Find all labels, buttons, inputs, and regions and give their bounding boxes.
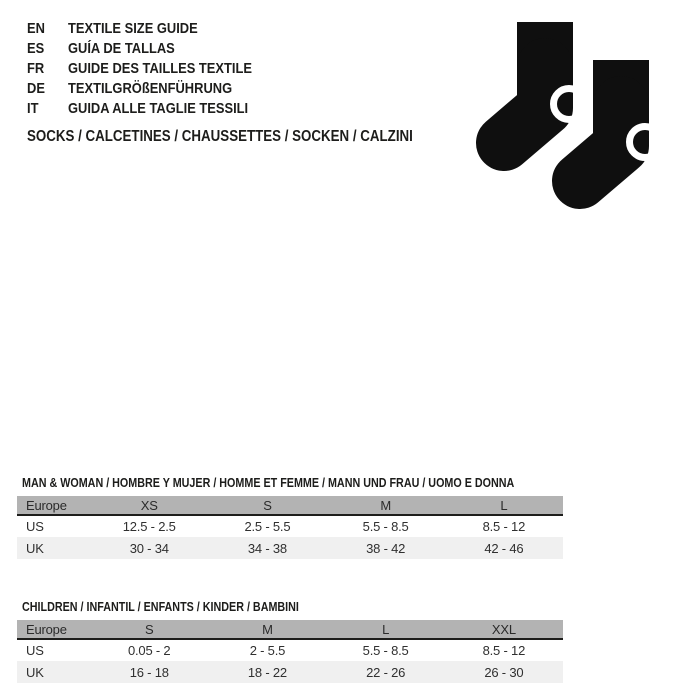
man-woman-section xyxy=(17,476,563,559)
language-title-es: GUÍA DE TALLAS xyxy=(68,40,175,58)
language-row-fr xyxy=(27,59,282,79)
language-row-de xyxy=(27,79,282,99)
category-title: SOCKS / CALCETINES / CHAUSSETTES / SOCKEN / CALZINI xyxy=(27,128,413,145)
size-value: 26 - 30 xyxy=(484,664,524,680)
table-row-uk xyxy=(17,661,563,683)
region-label: UK xyxy=(26,664,44,680)
table-row-us xyxy=(17,639,563,661)
language-title-it: GUIDA ALLE TAGLIE TESSILI xyxy=(68,100,249,118)
size-value: 16 - 18 xyxy=(129,664,169,680)
size-value: 22 - 26 xyxy=(366,664,406,680)
language-code-fr: FR xyxy=(27,60,45,78)
children-size-table xyxy=(17,620,563,683)
children-section xyxy=(17,600,563,683)
column-header-m: M xyxy=(327,496,445,515)
column-header-europe: Europe xyxy=(17,620,90,639)
language-code-es: ES xyxy=(27,40,45,58)
language-row-it xyxy=(27,99,282,119)
language-row-es xyxy=(27,39,282,59)
language-list xyxy=(27,19,282,119)
size-value: 30 - 34 xyxy=(129,540,169,556)
table-header-row xyxy=(17,496,563,515)
size-value: 12.5 - 2.5 xyxy=(122,519,176,534)
table-header-row xyxy=(17,620,563,639)
man-woman-table-title: MAN & WOMAN / HOMBRE Y MUJER / HOMME ET FEMME / MANN UND FRAU / UOMO E DONNA xyxy=(22,476,515,490)
region-label: US xyxy=(26,519,44,534)
size-value: 2 - 5.5 xyxy=(249,643,286,658)
size-value: 8.5 - 12 xyxy=(482,519,526,534)
children-table-title: CHILDREN / INFANTIL / ENFANTS / KINDER / BAMBINI xyxy=(22,600,299,614)
socks-icon xyxy=(460,10,700,220)
region-label: US xyxy=(26,643,44,658)
size-value: 18 - 22 xyxy=(247,664,287,680)
column-header-s: S xyxy=(90,620,208,639)
column-header-m: M xyxy=(208,620,326,639)
table-row-uk xyxy=(17,537,563,559)
language-code-de: DE xyxy=(27,80,45,98)
column-header-xs: XS xyxy=(90,496,208,515)
region-label: UK xyxy=(26,540,44,556)
size-value: 8.5 - 12 xyxy=(482,643,526,658)
size-value: 2.5 - 5.5 xyxy=(244,519,291,534)
language-title-en: TEXTILE SIZE GUIDE xyxy=(68,20,198,38)
language-row-en xyxy=(27,19,282,39)
size-value: 5.5 - 8.5 xyxy=(362,643,409,658)
size-value: 42 - 46 xyxy=(484,540,524,556)
column-header-s: S xyxy=(208,496,326,515)
size-value: 38 - 42 xyxy=(366,540,406,556)
column-header-l: L xyxy=(327,620,445,639)
column-header-europe: Europe xyxy=(17,496,90,515)
column-header-xxl: XXL xyxy=(445,620,563,639)
size-value: 0.05 - 2 xyxy=(127,643,171,658)
language-code-en: EN xyxy=(27,20,45,38)
language-title-fr: GUIDE DES TAILLES TEXTILE xyxy=(68,60,252,78)
table-row-us xyxy=(17,515,563,537)
language-code-it: IT xyxy=(27,100,39,118)
size-value: 34 - 38 xyxy=(247,540,287,556)
size-value: 5.5 - 8.5 xyxy=(362,519,409,534)
language-title-de: TEXTILGRÖßENFÜHRUNG xyxy=(68,80,233,98)
column-header-l: L xyxy=(445,496,563,515)
man-woman-size-table xyxy=(17,496,563,559)
